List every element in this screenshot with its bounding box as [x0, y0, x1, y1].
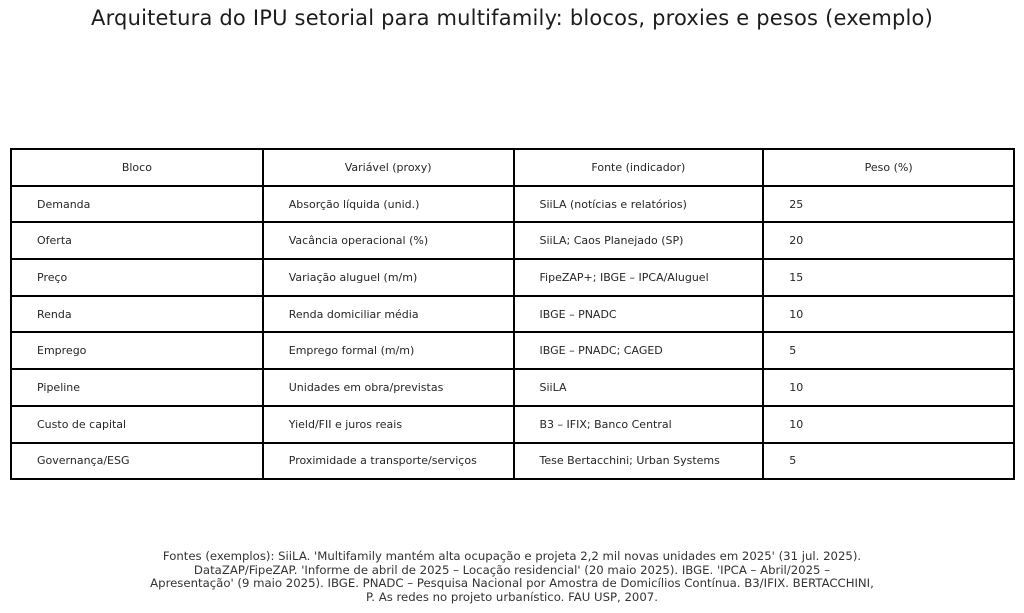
table-header	[11, 149, 1014, 186]
cell-peso: 5	[763, 443, 1014, 480]
cell-variavel: Proximidade a transporte/serviços	[263, 443, 514, 480]
cell-variavel: Emprego formal (m/m)	[263, 332, 514, 369]
column-header-peso: Peso (%)	[763, 149, 1014, 186]
footnote-line: DataZAP/FipeZAP. 'Informe de abril de 2025 – Locação residencial' (20 maio 2025). IBGE. 'IPCA – Abril/2025 –	[193, 562, 831, 577]
cell-variavel: Yield/FII e juros reais	[263, 406, 514, 443]
cell-peso: 10	[763, 369, 1014, 406]
cell-fonte: SiiLA (notícias e relatórios)	[514, 186, 764, 223]
cell-variavel: Vacância operacional (%)	[263, 222, 514, 259]
cell-bloco: Preço	[11, 259, 263, 296]
table-row	[11, 222, 1014, 259]
cell-bloco: Demanda	[11, 186, 263, 223]
table-row	[11, 259, 1014, 296]
cell-peso: 20	[763, 222, 1014, 259]
cell-bloco: Pipeline	[11, 369, 263, 406]
cell-variavel: Variação aluguel (m/m)	[263, 259, 514, 296]
cell-bloco: Custo de capital	[11, 406, 263, 443]
cell-fonte: Tese Bertacchini; Urban Systems	[514, 443, 764, 480]
column-header-variavel: Variável (proxy)	[263, 149, 514, 186]
table-row	[11, 406, 1014, 443]
cell-bloco: Emprego	[11, 332, 263, 369]
page-title: Arquitetura do IPU setorial para multifamily: blocos, proxies e pesos (exemplo)	[91, 6, 933, 30]
cell-fonte: FipeZAP+; IBGE – IPCA/Aluguel	[514, 259, 764, 296]
footnote-line: Fontes (exemplos): SiiLA. 'Multifamily mantém alta ocupação e projeta 2,2 mil novas unidades em 2025' (31 jul. 2025).	[162, 549, 862, 563]
cell-fonte: SiiLA; Caos Planejado (SP)	[514, 222, 764, 259]
cell-fonte: B3 – IFIX; Banco Central	[514, 406, 764, 443]
cell-variavel: Absorção líquida (unid.)	[263, 186, 514, 223]
column-header-bloco: Bloco	[11, 149, 263, 186]
cell-peso: 15	[763, 259, 1014, 296]
cell-peso: 5	[763, 332, 1014, 369]
cell-peso: 10	[763, 406, 1014, 443]
sources-footnote	[0, 550, 1024, 604]
header-row	[11, 149, 1014, 186]
cell-variavel: Unidades em obra/previstas	[263, 369, 514, 406]
table-row	[11, 186, 1014, 223]
cell-peso: 25	[763, 186, 1014, 223]
cell-bloco: Oferta	[11, 222, 263, 259]
table-row	[11, 296, 1014, 333]
cell-fonte: IBGE – PNADC	[514, 296, 764, 333]
table-row	[11, 443, 1014, 480]
column-header-fonte: Fonte (indicador)	[514, 149, 764, 186]
table-row	[11, 369, 1014, 406]
table-body	[11, 186, 1014, 480]
cell-fonte: IBGE – PNADC; CAGED	[514, 332, 764, 369]
cell-bloco: Governança/ESG	[11, 443, 263, 480]
cell-peso: 10	[763, 296, 1014, 333]
cell-variavel: Renda domiciliar média	[263, 296, 514, 333]
cell-bloco: Renda	[11, 296, 263, 333]
ipu-weights-table	[10, 148, 1015, 480]
footnote-line: Apresentação' (9 maio 2025). IBGE. PNADC – Pesquisa Nacional por Amostra de Domicílios Contínua. B3/IFIX. BERTACCHINI,	[150, 576, 874, 591]
footnote-line: P. As redes no projeto urbanístico. FAU USP, 2007.	[366, 589, 658, 604]
cell-fonte: SiiLA	[514, 369, 764, 406]
table-row	[11, 332, 1014, 369]
